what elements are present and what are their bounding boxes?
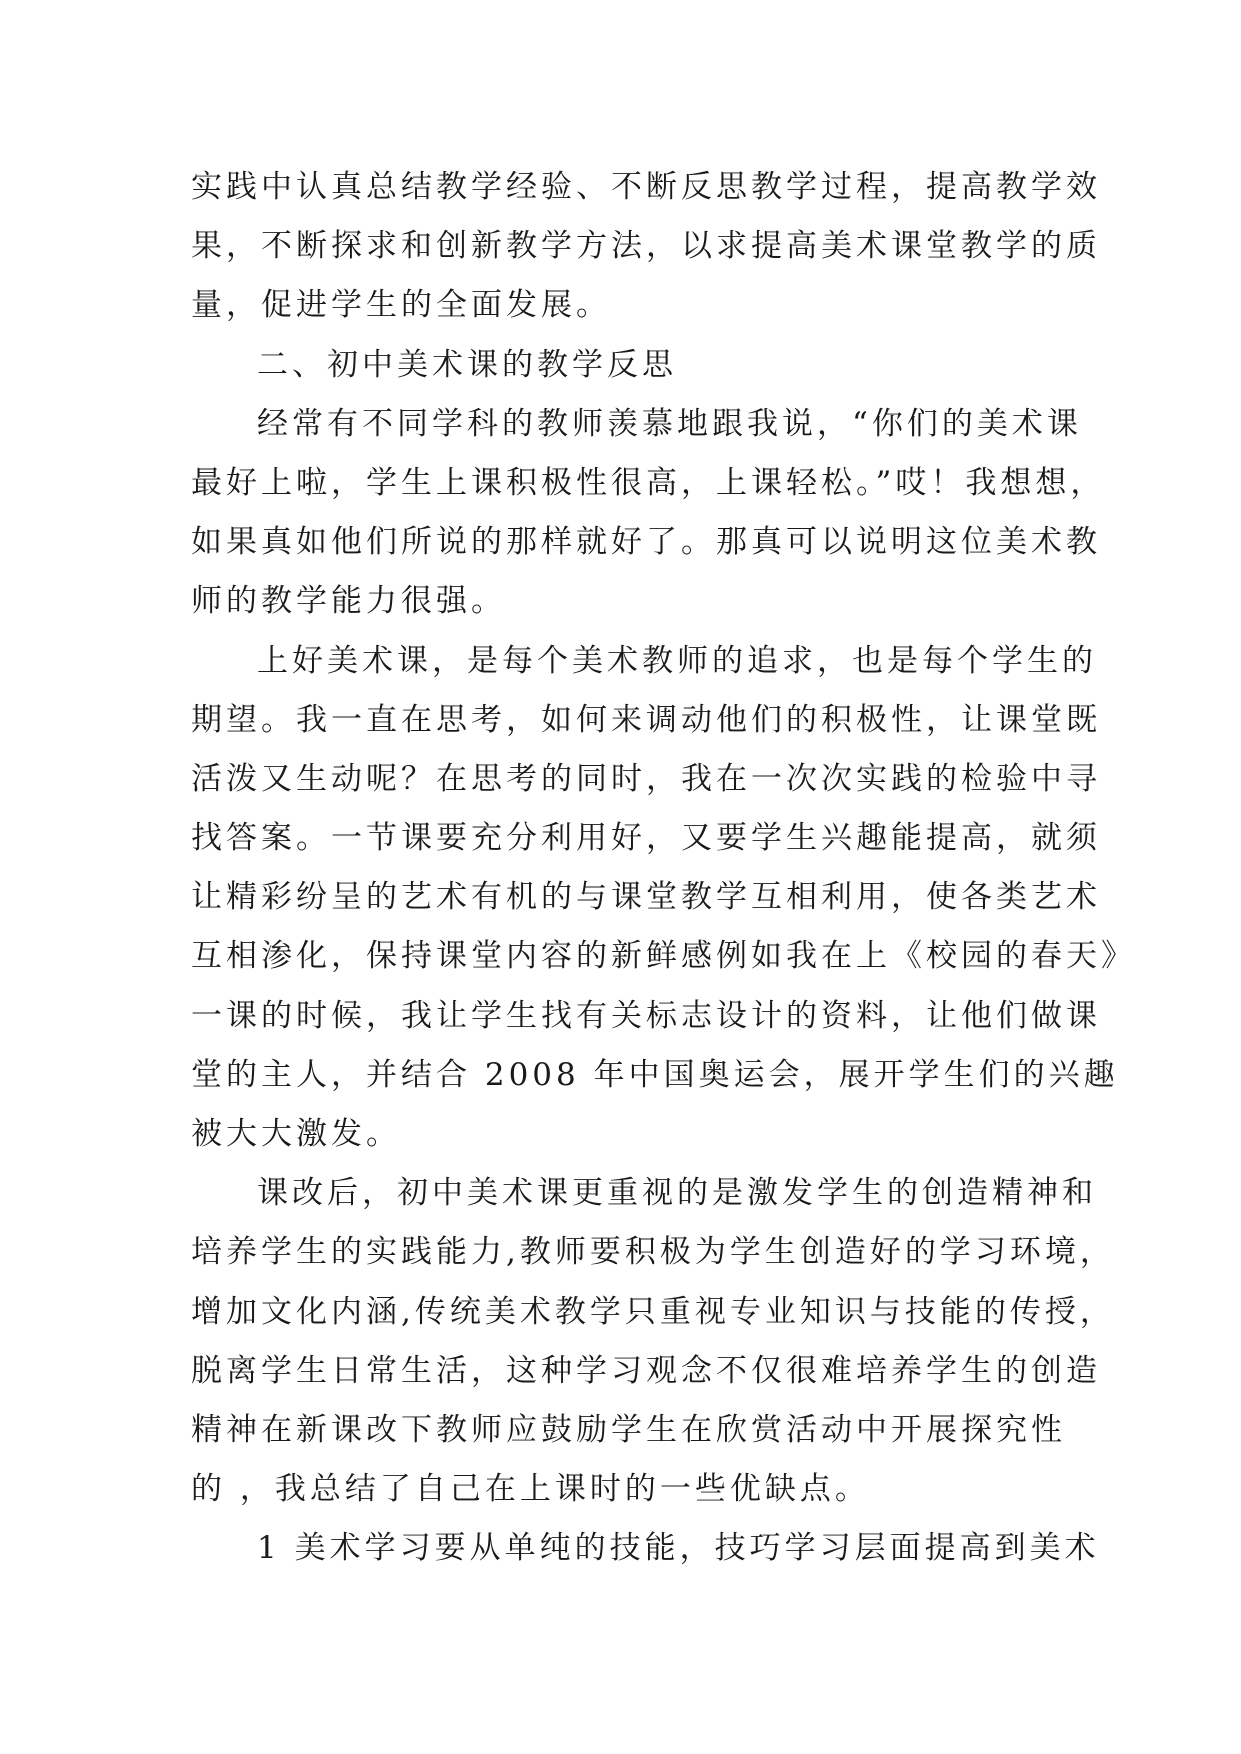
text-line: 脱离学生日常生活，这种学习观念不仅很难培养学生的创造 [191,1352,1101,1389]
text-line: 实践中认真总结教学经验、不断反思教学过程，提高教学效 [191,169,1101,205]
body-text [191,158,1136,1579]
text-line: 果，不断探求和创新教学方法，以求提高美术课堂教学的质 [191,228,1101,265]
text-line: 找答案。一节课要充分利用好，又要学生兴趣能提高，就须 [191,820,1101,857]
text-line: 互相渗化，保持课堂内容的新鲜感例如我在上《校园的春天》 [191,938,1136,975]
text-line: 活泼又生动呢？在思考的同时，我在一次次实践的检验中寻 [191,760,1101,797]
text-line: 堂的主人，并结合 2008 年中国奥运会，展开学生们的兴趣 [191,1056,1119,1093]
text-line: 课改后，初中美术课更重视的是激发学生的创造精神和 [257,1175,1097,1212]
text-line: 精神在新课改下教师应鼓励学生在欣赏活动中开展探究性 [191,1411,1066,1448]
text-line: 期望。我一直在思考，如何来调动他们的积极性，让课堂既 [191,701,1101,738]
text-line: 培养学生的实践能力,教师要积极为学生创造好的学习环境， [191,1234,1115,1271]
text-line: 1 美术学习要从单纯的技能，技巧学习层面提高到美术 [257,1530,1100,1567]
text-line: 量，促进学生的全面发展。 [191,287,611,324]
section-heading: 二、初中美术课的教学反思 [257,346,677,383]
text-line: 最好上啦，学生上课积极性很高，上课轻松。”哎！我想想， [191,464,1106,501]
text-line: 增加文化内涵,传统美术教学只重视专业知识与技能的传授， [191,1293,1115,1330]
text-line: 经常有不同学科的教师羡慕地跟我说，“你们的美术课 [257,405,1082,442]
text-line: 被大大激发。 [191,1116,401,1152]
text-line: 一课的时候，我让学生找有关标志设计的资料，让他们做课 [191,997,1101,1034]
text-line: 上好美术课，是每个美术教师的追求，也是每个学生的 [257,642,1097,679]
text-line: 如果真如他们所说的那样就好了。那真可以说明这位美术教 [191,524,1101,561]
text-line: 师的教学能力很强。 [191,583,506,620]
text-line: 的 ，我总结了自己在上课时的一些优缺点。 [191,1471,870,1508]
text-line: 让精彩纷呈的艺术有机的与课堂教学互相利用，使各类艺术 [191,879,1101,916]
